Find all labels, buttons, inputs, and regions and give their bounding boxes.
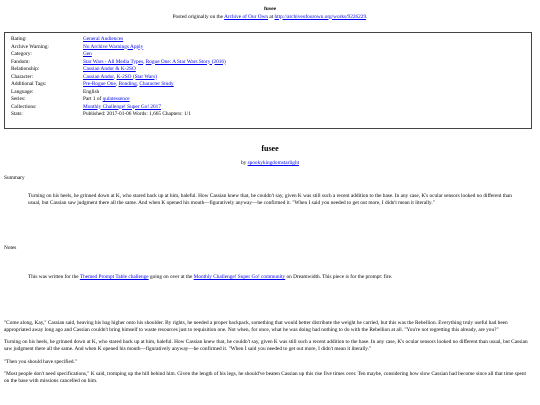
community-link[interactable]: Monthly Challenge! Super Go! community: [193, 274, 286, 280]
meta-value: [83, 96, 531, 104]
meta-value: [83, 59, 531, 67]
meta-text: Published: 2017-01-06 Words: 1,665 Chapters: 1/1: [83, 111, 191, 117]
work-metadata-box: [4, 32, 532, 129]
meta-key: Stats:: [11, 111, 23, 117]
archive-link[interactable]: Archive of Our Own: [224, 13, 269, 20]
notes-prefix: This was written for the: [28, 274, 80, 280]
byline: [0, 160, 540, 167]
summary-text: Turning on his heels, he grinned down at K, who stared back up at him, baleful. How Cassian knew that, he couldn't say, given K was still such a recent addition to the base. In any case, K's ocular sensors looked no different than usual, but Cassian saw judgment there all the same. And when K opened his mouth—figuratively anyway—he confirmed it. "When I said you needed to get out more, I didn't mean it literally.": [28, 193, 512, 207]
notes-text: [28, 274, 524, 281]
meta-key: Archive Warning:: [11, 43, 49, 50]
meta-key: Collections:: [11, 103, 37, 110]
meta-key: Relationship:: [11, 66, 40, 72]
meta-tag-link[interactable]: Pre-Rogue One: [83, 81, 116, 87]
export-header: [0, 0, 540, 21]
meta-text: ,: [113, 73, 117, 80]
meta-row: [11, 44, 531, 52]
notes-mid: going on over at the: [148, 274, 194, 280]
author-link[interactable]: spookykingdomstarlight: [247, 160, 300, 166]
notes-suffix: on Dreamwidth. This piece is for the prompt: fire.: [285, 274, 393, 280]
meta-tag-link[interactable]: quintessence: [102, 96, 130, 102]
meta-value: [83, 36, 531, 44]
meta-key: Additional Tags:: [11, 81, 47, 87]
meta-row: [11, 104, 531, 112]
meta-tag-link[interactable]: Cassian Andor & K-2SO: [83, 66, 136, 72]
meta-tag-link[interactable]: General Audiences: [83, 36, 124, 42]
meta-tag-link[interactable]: Character Study: [139, 81, 174, 87]
meta-key: Category:: [11, 51, 32, 57]
meta-key: Rating:: [11, 36, 27, 42]
work-title: fusee: [261, 144, 279, 153]
meta-value: [83, 81, 531, 89]
summary-heading: Summary: [4, 175, 25, 181]
story-body: [4, 320, 532, 390]
meta-value: [83, 111, 531, 119]
meta-tag-link[interactable]: Monthly Challenge! Super Go! 2017: [83, 103, 161, 110]
notes-heading: Notes: [4, 245, 17, 251]
story-paragraph: Turning on his heels, he grinned down at K, who stared back up at him, baleful. How Cassian knew that, he couldn't say, given K was still such a recent addition to the base. In any case, K's ocular sensors looked no different than usual, but Cassian saw judgment there all the same. And when K opened his mouth—figuratively anyway—he confirmed it. "When I said you needed to get out more, I didn't mean it literally.": [4, 339, 528, 353]
posted-line: [0, 14, 540, 21]
posted-period: .: [366, 13, 368, 20]
meta-row: [11, 81, 531, 89]
meta-text: Part 1 of: [83, 96, 103, 102]
meta-row: [11, 36, 531, 44]
meta-value: [83, 89, 531, 97]
meta-key: Character:: [11, 73, 34, 80]
story-paragraph: "Most people don't need specifications," K said, tromping up the hill behind him. Given the length of his legs, he should've beaten Cassian up this rise five times over. Ten maybe, considering how slow Cassian had become since all that time spent on the base with missions cancelled on him.: [4, 370, 526, 384]
meta-row: [11, 59, 531, 67]
meta-text: English: [83, 88, 100, 95]
meta-value: [83, 74, 531, 82]
themed-prompt-link[interactable]: Themed Prompt Table challenge: [79, 274, 149, 280]
meta-value: [83, 104, 531, 112]
byline-prefix: by: [240, 160, 248, 166]
meta-value: [83, 51, 531, 59]
story-paragraph: "Come along, Kay," Cassian said, heaving his bag higher onto his shoulder. By rights, he needed a proper backpack, something that would better distribute the weight he carried, but this was the Rebellion. Everything truly useful had been appropriated away long ago and Cassian couldn't bring himself to waste resources just to requisition one. Not when, for once, what he was doing had nothing to do with the Rebellion at all. "You're not regretting this already, are you?": [4, 320, 508, 334]
meta-row: [11, 96, 531, 104]
meta-row: [11, 66, 531, 74]
meta-tag-link[interactable]: Gen: [83, 51, 92, 57]
meta-text: ,: [115, 81, 119, 87]
meta-key: Series:: [11, 96, 26, 102]
meta-tag-link[interactable]: K-2SO (Star Wars): [116, 73, 157, 80]
meta-row: [11, 111, 531, 119]
meta-key: Language:: [11, 88, 34, 95]
meta-tag-link[interactable]: Bonding: [118, 81, 137, 87]
meta-row: [11, 51, 531, 59]
export-title: fusee: [263, 6, 277, 12]
meta-value: [83, 44, 531, 52]
work-url-link[interactable]: http://archiveofourown.org/works/9226229: [274, 13, 367, 20]
posted-prefix: Posted originally on the: [172, 13, 225, 20]
meta-row: [11, 89, 531, 97]
posted-at: at: [268, 13, 275, 20]
meta-row: [11, 74, 531, 82]
meta-tag-link[interactable]: No Archive Warnings Apply: [83, 43, 144, 50]
meta-tag-link[interactable]: Rogue One: A Star Wars Story (2016): [145, 58, 226, 65]
meta-key: Fandom:: [11, 58, 30, 65]
meta-text: ,: [136, 81, 140, 87]
meta-value: [83, 66, 531, 74]
meta-text: ,: [143, 58, 146, 65]
meta-tag-link[interactable]: Cassian Andor: [83, 73, 114, 80]
meta-tag-link[interactable]: Star Wars - All Media Types: [83, 58, 144, 65]
story-paragraph: "Then you should have specified.": [4, 358, 78, 365]
